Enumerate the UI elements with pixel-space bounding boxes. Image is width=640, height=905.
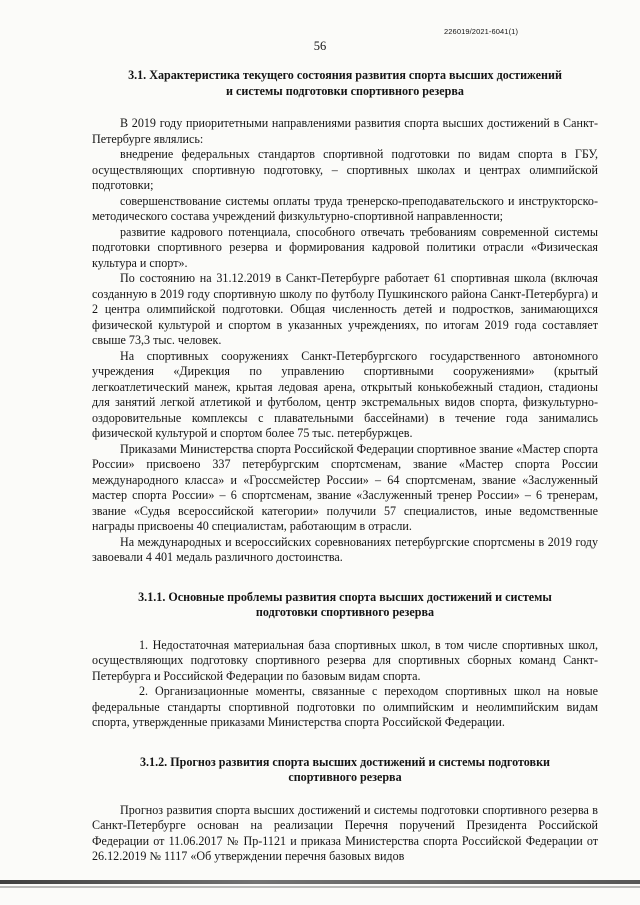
- document-id: 226019/2021-6041(1): [444, 27, 519, 36]
- heading-line: и системы подготовки спортивного резерва: [226, 83, 464, 98]
- paragraph: Прогноз развития спорта высших достижений и системы подготовки спортивного резерва в Санкт-Петербурге основан на реализации Перечня поручений Президента Российской Федерации от 11.06.2017 № Пр-1121 и приказа Министерства спорта Российской Федерации от 26.12.2019 № 1117 «Об утверждении перечня базовых видов: [92, 802, 598, 863]
- paragraph: Приказами Министерства спорта Российской Федерации спортивное звание «Мастер спорта России» присвоено 337 петербургским спортсменам, звание «Мастер спорта России международного класса» и «Гроссмейстер России» – 64 спортсменам, звание «Заслуженный мастер спорта России» – 6 спортсменам, звание «Заслуженный тренер России» – 6 тренерам, звание «Судья всероссийской категории» получили 57 специалистов, иные ведомственные награды присвоены 40 специалистам, работающим в отрасли.: [92, 441, 598, 533]
- paragraph: На международных и всероссийских соревнованиях петербургские спортсмены в 2019 году завоевали 4 401 медаль различного достоинства.: [92, 534, 598, 564]
- scan-edge-rule: [0, 880, 640, 884]
- section-heading-3-1: [92, 68, 598, 99]
- heading-line: 3.1.1. Основные проблемы развития спорта высших достижений и системы: [138, 589, 552, 604]
- paragraph: По состоянию на 31.12.2019 в Санкт-Петербурге работает 61 спортивная школа (включая созданную в 2019 году спортивную школу по футболу Пушкинского района Санкт-Петербурга) и 2 центра олимпийской подготовки. Общая численность детей и подростков, занимающихся физической культурой и спортом в указанных учреждениях, по итогам 2019 года составляет свыше 73,3 тыс. человек.: [92, 271, 598, 347]
- list-item: 1. Недостаточная материальная база спортивных школ, в том числе спортивных школ, осуществляющих подготовку спортивного резерва для спортивных сборных команд Санкт-Петербурга и Российской Федерации по базовым видам спорта.: [92, 637, 598, 683]
- heading-line: 3.1. Характеристика текущего состояния развития спорта высших достижений: [128, 68, 562, 82]
- paragraph: На спортивных сооружениях Санкт-Петербургского государственного автономного учреждения «Дирекция по управлению спортивными сооружениями» (крытый легкоатлетический манеж, крытая ледовая арена, открытый конькобежный стадион, стадионы для занятий легкой атлетикой и футболом, центр экстремальных видов спорта, физкультурно-оздоровительные комплексы с плавательными бассейнами) в течение года занимались физической культурой и спортом более 75 тыс. петербуржцев.: [92, 348, 598, 440]
- paragraph: В 2019 году приоритетными направлениями развития спорта высших достижений в Санкт-Петербурге являлись:: [92, 116, 598, 146]
- page-number: 56: [313, 39, 327, 53]
- list-item: 2. Организационные моменты, связанные с переходом спортивных школ на новые федеральные стандарты спортивной подготовки по олимпийским и неолимпийским видам спорта, утвержденные приказами Министерства спорта Российской Федерации.: [92, 684, 598, 729]
- heading-line: подготовки спортивного резерва: [255, 605, 435, 619]
- scan-edge-rule: [0, 886, 640, 888]
- heading-line: 3.1.2. Прогноз развития спорта высших достижений и системы подготовки: [139, 754, 551, 769]
- paragraph: совершенствование системы оплаты труда тренерско-преподавательского и инструкторско-методического состава учреждений физкультурно-спортивной направленности;: [92, 193, 598, 223]
- heading-line: спортивного резерва: [288, 770, 402, 784]
- paragraph: внедрение федеральных стандартов спортивной подготовки по видам спорта в ГБУ, осуществляющих спортивную подготовку, – спортивных школах и центрах олимпийской подготовки;: [92, 147, 598, 192]
- section-heading-3-1-2: [92, 755, 598, 786]
- section-heading-3-1-1: [92, 590, 598, 621]
- page-body: [92, 68, 598, 865]
- paragraph: развитие кадрового потенциала, способного отвечать требованиям современной системы подготовки спортивного резерва и формирования кадровой политики отрасли «Физическая культура и спорт».: [92, 224, 598, 270]
